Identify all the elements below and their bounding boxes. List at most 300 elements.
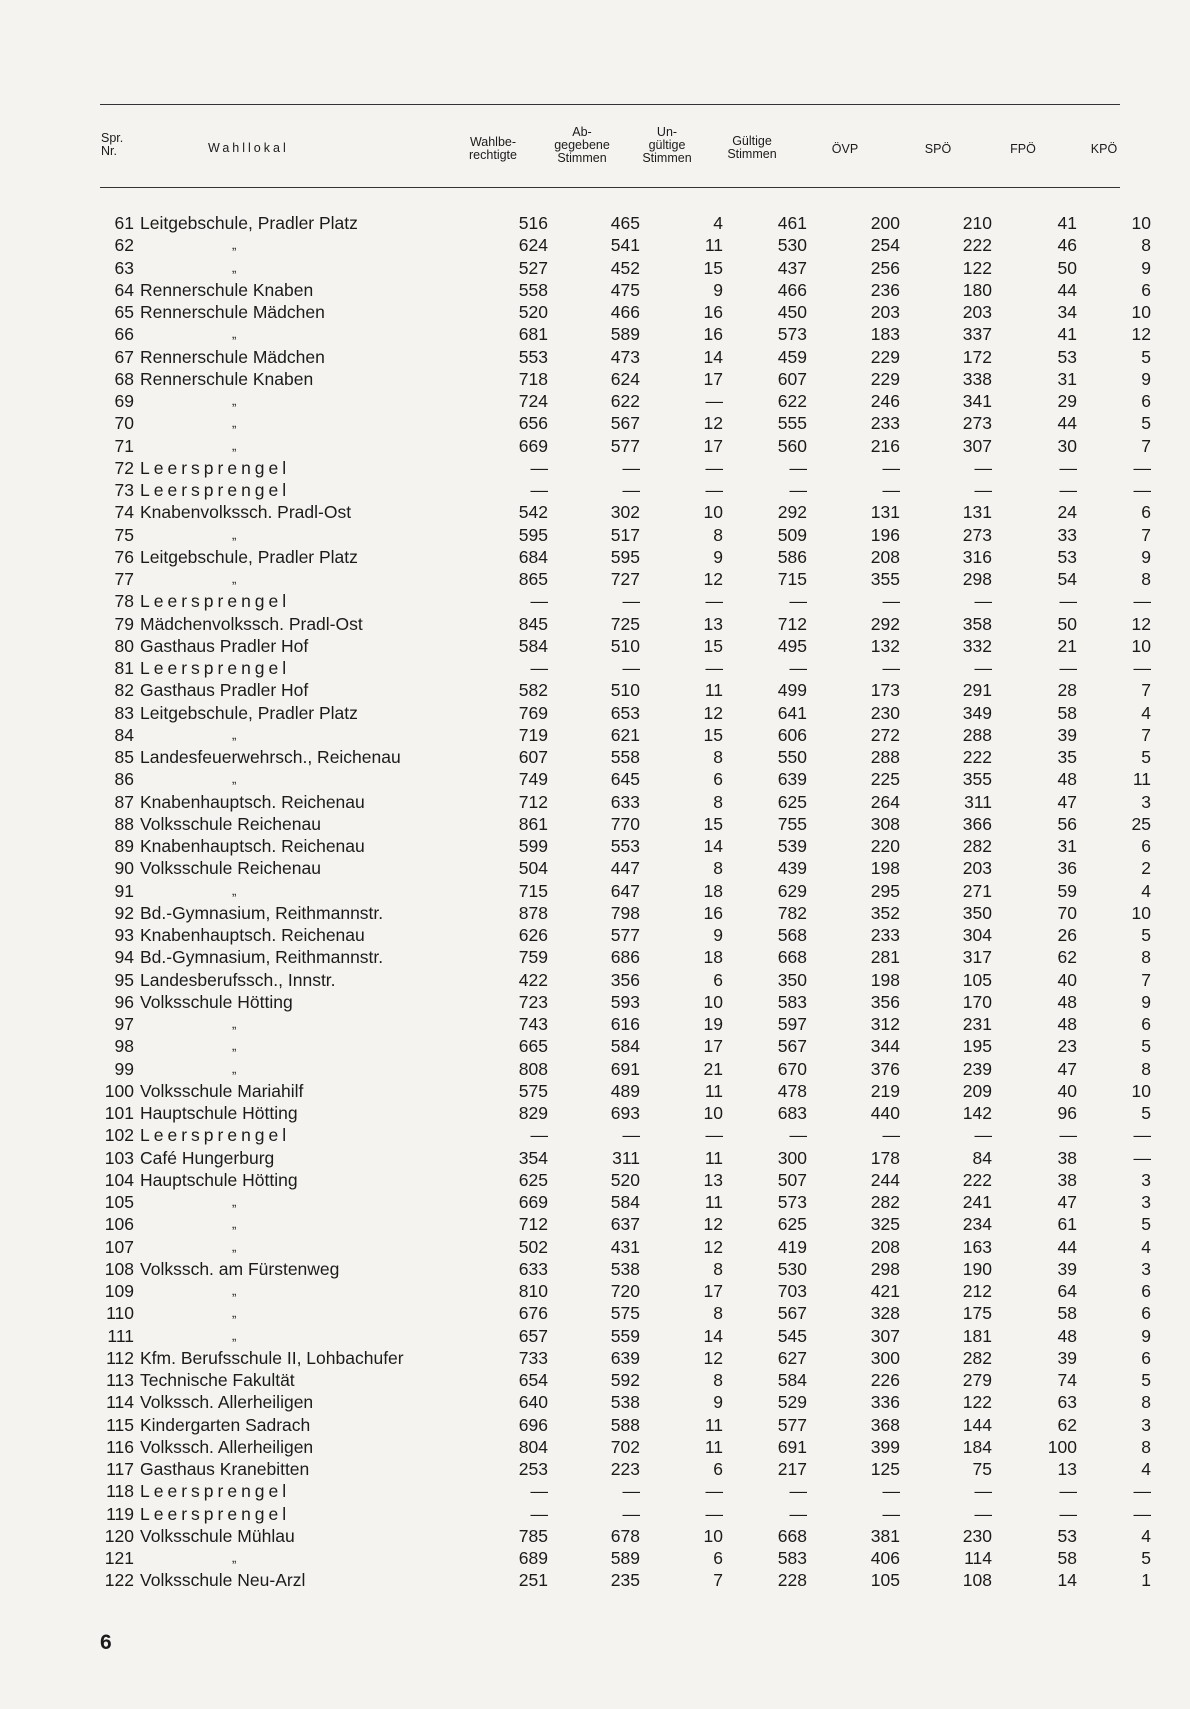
- cell-abgegebene: 645: [610, 769, 640, 790]
- cell-spoe: 142: [962, 1103, 992, 1124]
- cell-wahlberechtigte: 665: [518, 1036, 548, 1057]
- cell-fpoe: 74: [1057, 1370, 1077, 1391]
- cell-wahlberechtigte: 626: [518, 925, 548, 946]
- cell-kpoe: 5: [1141, 1370, 1151, 1391]
- table-row: [100, 1325, 1151, 1347]
- table-row: [100, 1035, 1151, 1057]
- cell-spoe: 316: [962, 546, 992, 567]
- cell-wahlberechtigte: 657: [518, 1325, 548, 1346]
- cell-oevp: 264: [870, 791, 900, 812]
- cell-gueltige: 507: [777, 1169, 807, 1190]
- cell-spoe: 366: [962, 813, 992, 834]
- cell-kpoe: 4: [1141, 880, 1151, 901]
- cell-ungueltige: 6: [713, 969, 723, 990]
- cell-wahllokal: Kfm. Berufsschule II, Lohbachufer: [140, 1347, 404, 1368]
- cell-oevp: 312: [870, 1014, 900, 1035]
- cell-spoe: 222: [962, 747, 992, 768]
- cell-ungueltige: 14: [703, 346, 723, 367]
- cell-spoe: 282: [962, 1347, 992, 1368]
- cell-abgegebene: 637: [610, 1214, 640, 1235]
- cell-gueltige: 530: [777, 1258, 807, 1279]
- cell-ungueltige: —: [705, 391, 723, 412]
- cell-wahlberechtigte: 689: [518, 1548, 548, 1569]
- table-row: [100, 880, 1151, 902]
- cell-spoe: 298: [962, 569, 992, 590]
- cell-kpoe: 10: [1131, 902, 1151, 923]
- cell-spoe: 282: [962, 836, 992, 857]
- cell-wahllokal: „: [232, 1327, 237, 1343]
- table-row: [100, 813, 1151, 835]
- table-row: [100, 1347, 1151, 1369]
- cell-wahllokal: Bd.-Gymnasium, Reithmannstr.: [140, 947, 384, 968]
- cell-oevp: 200: [870, 213, 900, 234]
- cell-ungueltige: —: [705, 457, 723, 478]
- cell-wahlberechtigte: 625: [518, 1169, 548, 1190]
- cell-abgegebene: 595: [610, 546, 640, 567]
- table-row: [100, 1280, 1151, 1302]
- cell-wahlberechtigte: 502: [518, 1236, 548, 1257]
- cell-wahllokal: Leitgebschule, Pradler Platz: [140, 546, 358, 567]
- cell-spoe: —: [974, 1125, 992, 1146]
- cell-ungueltige: 9: [713, 546, 723, 567]
- cell-abgegebene: 621: [610, 724, 640, 745]
- cell-fpoe: —: [1059, 1481, 1077, 1502]
- cell-oevp: 376: [870, 1058, 900, 1079]
- cell-oevp: 208: [870, 1236, 900, 1257]
- cell-ungueltige: 8: [713, 1258, 723, 1279]
- cell-ungueltige: 6: [713, 769, 723, 790]
- cell-nr: 110: [106, 1303, 134, 1324]
- cell-fpoe: 47: [1057, 791, 1077, 812]
- cell-oevp: 236: [870, 279, 900, 300]
- cell-abgegebene: —: [622, 1481, 640, 1502]
- cell-wahllokal: Leersprengel: [140, 591, 291, 612]
- table-row: [100, 768, 1151, 790]
- cell-nr: 100: [104, 1080, 134, 1101]
- cell-wahllokal: Leersprengel: [140, 1481, 291, 1502]
- cell-wahlberechtigte: —: [530, 457, 548, 478]
- cell-wahlberechtigte: 712: [518, 1214, 548, 1235]
- cell-gueltige: —: [789, 1125, 807, 1146]
- cell-nr: 77: [114, 569, 134, 590]
- table-row: [100, 791, 1151, 813]
- cell-oevp: 325: [870, 1214, 900, 1235]
- cell-gueltige: 495: [777, 635, 807, 656]
- cell-nr: 103: [104, 1147, 134, 1168]
- cell-nr: 68: [114, 368, 134, 389]
- cell-ungueltige: 11: [704, 1192, 723, 1213]
- cell-wahlberechtigte: 584: [518, 635, 548, 656]
- cell-nr: 111: [107, 1325, 134, 1346]
- table-row: [100, 724, 1151, 746]
- cell-kpoe: 8: [1141, 947, 1151, 968]
- table-row: [100, 212, 1151, 234]
- cell-kpoe: 1: [1141, 1570, 1151, 1591]
- cell-gueltige: 627: [777, 1347, 807, 1368]
- cell-spoe: 291: [962, 680, 992, 701]
- cell-fpoe: 36: [1057, 858, 1077, 879]
- cell-fpoe: 30: [1057, 435, 1077, 456]
- table-row: [100, 234, 1151, 256]
- cell-oevp: 381: [870, 1525, 900, 1546]
- cell-gueltige: 573: [777, 1192, 807, 1213]
- cell-wahllokal: Volkssch. Allerheiligen: [140, 1392, 314, 1413]
- cell-ungueltige: 8: [713, 1370, 723, 1391]
- cell-fpoe: 24: [1057, 502, 1077, 523]
- cell-gueltige: 499: [777, 680, 807, 701]
- cell-kpoe: 5: [1141, 413, 1151, 434]
- cell-oevp: 308: [870, 813, 900, 834]
- cell-wahlberechtigte: 724: [518, 391, 548, 412]
- cell-fpoe: 58: [1057, 1303, 1077, 1324]
- cell-kpoe: 6: [1141, 391, 1151, 412]
- cell-kpoe: 8: [1141, 1058, 1151, 1079]
- cell-kpoe: 9: [1141, 546, 1151, 567]
- table-row: [100, 1236, 1151, 1258]
- cell-gueltige: 715: [777, 569, 807, 590]
- cell-nr: 108: [104, 1258, 134, 1279]
- cell-nr: 75: [114, 524, 134, 545]
- cell-wahllokal: Knabenhauptsch. Reichenau: [140, 791, 365, 812]
- cell-oevp: 178: [870, 1147, 900, 1168]
- cell-wahlberechtigte: 516: [518, 213, 548, 234]
- cell-fpoe: 53: [1057, 546, 1077, 567]
- cell-kpoe: 8: [1141, 1436, 1151, 1457]
- cell-spoe: 212: [962, 1281, 992, 1302]
- cell-nr: 73: [114, 480, 134, 501]
- cell-fpoe: 13: [1057, 1459, 1077, 1480]
- cell-fpoe: 23: [1057, 1036, 1077, 1057]
- cell-wahllokal: Knabenhauptsch. Reichenau: [140, 925, 365, 946]
- cell-fpoe: 58: [1057, 702, 1077, 723]
- cell-kpoe: 5: [1141, 925, 1151, 946]
- cell-ungueltige: 11: [704, 680, 723, 701]
- cell-ungueltige: 13: [703, 613, 723, 634]
- cell-nr: 85: [114, 747, 134, 768]
- cell-abgegebene: 589: [610, 324, 640, 345]
- cell-gueltige: 555: [777, 413, 807, 434]
- cell-abgegebene: 517: [610, 524, 640, 545]
- cell-abgegebene: 592: [610, 1370, 640, 1391]
- cell-ungueltige: 8: [713, 1303, 723, 1324]
- cell-fpoe: 38: [1057, 1169, 1077, 1190]
- cell-gueltige: 668: [777, 1525, 807, 1546]
- cell-fpoe: 41: [1057, 324, 1077, 345]
- cell-kpoe: 5: [1141, 1214, 1151, 1235]
- cell-fpoe: 28: [1057, 680, 1077, 701]
- cell-kpoe: 10: [1131, 302, 1151, 323]
- cell-abgegebene: 575: [610, 1303, 640, 1324]
- cell-spoe: 288: [962, 724, 992, 745]
- cell-fpoe: 40: [1057, 969, 1077, 990]
- cell-ungueltige: 10: [703, 502, 723, 523]
- cell-gueltige: 668: [777, 947, 807, 968]
- header-top-rule: [100, 104, 1120, 105]
- cell-wahllokal: Gasthaus Pradler Hof: [140, 680, 309, 701]
- cell-wahlberechtigte: 253: [518, 1459, 548, 1480]
- cell-abgegebene: —: [622, 480, 640, 501]
- cell-oevp: 281: [870, 947, 900, 968]
- cell-ungueltige: —: [705, 591, 723, 612]
- cell-wahllokal: Volksschule Neu-Arzl: [140, 1570, 306, 1591]
- cell-abgegebene: 431: [610, 1236, 640, 1257]
- cell-fpoe: 39: [1057, 1347, 1077, 1368]
- cell-kpoe: —: [1133, 1503, 1151, 1524]
- cell-oevp: 254: [870, 235, 900, 256]
- cell-nr: 80: [114, 635, 134, 656]
- table-row: [100, 1102, 1151, 1124]
- cell-abgegebene: 577: [610, 435, 640, 456]
- header-oevp: ÖVP: [831, 142, 859, 156]
- cell-kpoe: 3: [1141, 1258, 1151, 1279]
- cell-abgegebene: 567: [610, 413, 640, 434]
- table-row: [100, 1369, 1151, 1391]
- table-row: [100, 1391, 1151, 1413]
- cell-wahllokal: Gasthaus Kranebitten: [140, 1459, 310, 1480]
- cell-wahlberechtigte: 681: [518, 324, 548, 345]
- cell-wahlberechtigte: 743: [518, 1014, 548, 1035]
- cell-abgegebene: 473: [610, 346, 640, 367]
- cell-wahllokal: Kindergarten Sadrach: [140, 1414, 311, 1435]
- cell-gueltige: 300: [777, 1147, 807, 1168]
- cell-ungueltige: 18: [703, 880, 723, 901]
- cell-ungueltige: 15: [703, 724, 723, 745]
- table-header: [0, 116, 1190, 180]
- page-number: 6: [100, 1631, 112, 1654]
- cell-kpoe: 9: [1141, 257, 1151, 278]
- cell-gueltige: 622: [777, 391, 807, 412]
- cell-wahllokal: Café Hungerburg: [140, 1147, 275, 1168]
- cell-kpoe: —: [1133, 1147, 1151, 1168]
- cell-abgegebene: 691: [610, 1058, 640, 1079]
- cell-nr: 119: [106, 1503, 134, 1524]
- cell-gueltige: 691: [777, 1436, 807, 1457]
- cell-oevp: 399: [870, 1436, 900, 1457]
- cell-ungueltige: —: [705, 1481, 723, 1502]
- cell-fpoe: 34: [1057, 302, 1077, 323]
- cell-spoe: 105: [962, 969, 992, 990]
- table-row: [100, 969, 1151, 991]
- cell-gueltige: 782: [777, 902, 807, 923]
- cell-nr: 82: [114, 680, 134, 701]
- cell-gueltige: 629: [777, 880, 807, 901]
- cell-oevp: 256: [870, 257, 900, 278]
- header-gueltige: Gültige Stimmen: [727, 134, 777, 161]
- cell-fpoe: 47: [1057, 1058, 1077, 1079]
- table-row: [100, 657, 1151, 679]
- cell-wahllokal: Rennerschule Knaben: [140, 279, 314, 300]
- cell-abgegebene: 538: [610, 1392, 640, 1413]
- cell-oevp: —: [882, 480, 900, 501]
- cell-spoe: 222: [962, 235, 992, 256]
- cell-abgegebene: —: [622, 1125, 640, 1146]
- table-row: [100, 702, 1151, 724]
- cell-fpoe: 14: [1057, 1570, 1077, 1591]
- cell-gueltige: 217: [777, 1459, 807, 1480]
- cell-kpoe: —: [1133, 457, 1151, 478]
- cell-fpoe: 96: [1057, 1103, 1077, 1124]
- cell-gueltige: 545: [777, 1325, 807, 1346]
- cell-wahlberechtigte: 669: [518, 435, 548, 456]
- header-fpoe: FPÖ: [1010, 142, 1036, 156]
- cell-abgegebene: 553: [610, 836, 640, 857]
- cell-nr: 63: [114, 257, 134, 278]
- table-row: [100, 412, 1151, 434]
- cell-fpoe: 40: [1057, 1080, 1077, 1101]
- table-row: [100, 635, 1151, 657]
- cell-fpoe: 62: [1057, 1414, 1077, 1435]
- cell-abgegebene: 686: [610, 947, 640, 968]
- results-table: [100, 212, 1151, 1592]
- cell-wahllokal: Volksschule Mühlau: [140, 1525, 295, 1546]
- cell-ungueltige: 11: [704, 1414, 723, 1435]
- cell-wahlberechtigte: 749: [518, 769, 548, 790]
- cell-abgegebene: 702: [610, 1436, 640, 1457]
- cell-ungueltige: 12: [703, 1236, 723, 1257]
- cell-abgegebene: 798: [610, 902, 640, 923]
- cell-wahlberechtigte: 759: [518, 947, 548, 968]
- cell-nr: 86: [114, 769, 134, 790]
- cell-fpoe: 53: [1057, 1525, 1077, 1546]
- cell-kpoe: 3: [1141, 1192, 1151, 1213]
- cell-wahllokal: „: [232, 771, 237, 787]
- cell-spoe: 338: [962, 368, 992, 389]
- cell-fpoe: 61: [1057, 1214, 1077, 1235]
- table-row: [100, 1302, 1151, 1324]
- cell-gueltige: —: [789, 1503, 807, 1524]
- cell-oevp: 307: [870, 1325, 900, 1346]
- cell-wahllokal: Landesberufssch., Innstr.: [140, 969, 336, 990]
- table-row: [100, 546, 1151, 568]
- cell-wahllokal: „: [232, 1305, 237, 1321]
- cell-wahlberechtigte: 575: [518, 1080, 548, 1101]
- cell-gueltige: 583: [777, 991, 807, 1012]
- header-wahllokal: Wahllokal: [208, 141, 289, 155]
- cell-abgegebene: 584: [610, 1036, 640, 1057]
- cell-gueltige: 530: [777, 235, 807, 256]
- cell-abgegebene: —: [622, 591, 640, 612]
- cell-kpoe: 3: [1141, 1169, 1151, 1190]
- cell-wahllokal: Volksschule Hötting: [140, 991, 293, 1012]
- cell-ungueltige: 15: [703, 813, 723, 834]
- cell-nr: 69: [114, 391, 134, 412]
- cell-oevp: 233: [870, 925, 900, 946]
- cell-spoe: 230: [962, 1525, 992, 1546]
- cell-ungueltige: 11: [704, 235, 723, 256]
- cell-wahlberechtigte: 558: [518, 279, 548, 300]
- cell-nr: 61: [114, 213, 134, 234]
- cell-kpoe: 7: [1141, 680, 1151, 701]
- cell-abgegebene: 589: [610, 1548, 640, 1569]
- cell-wahlberechtigte: 810: [518, 1281, 548, 1302]
- table-row: [100, 1080, 1151, 1102]
- cell-abgegebene: 489: [610, 1080, 640, 1101]
- cell-gueltige: 550: [777, 747, 807, 768]
- cell-fpoe: 29: [1057, 391, 1077, 412]
- cell-wahlberechtigte: 251: [518, 1570, 548, 1591]
- cell-oevp: —: [882, 1481, 900, 1502]
- header-abgegebene: Ab- gegebene Stimmen: [554, 125, 610, 165]
- cell-oevp: 198: [870, 858, 900, 879]
- cell-spoe: —: [974, 658, 992, 679]
- cell-ungueltige: 12: [703, 1347, 723, 1368]
- cell-ungueltige: 15: [703, 635, 723, 656]
- cell-ungueltige: 16: [703, 302, 723, 323]
- cell-kpoe: 10: [1131, 635, 1151, 656]
- table-row: [100, 346, 1151, 368]
- cell-spoe: 304: [962, 925, 992, 946]
- table-row: [100, 1147, 1151, 1169]
- table-row: [100, 524, 1151, 546]
- cell-kpoe: 4: [1141, 1236, 1151, 1257]
- cell-fpoe: 59: [1057, 880, 1077, 901]
- cell-oevp: 292: [870, 613, 900, 634]
- cell-spoe: 239: [962, 1058, 992, 1079]
- cell-gueltige: 670: [777, 1058, 807, 1079]
- cell-oevp: 298: [870, 1258, 900, 1279]
- cell-spoe: 307: [962, 435, 992, 456]
- cell-wahllokal: Leitgebschule, Pradler Platz: [140, 702, 358, 723]
- table-row: [100, 1547, 1151, 1569]
- table-row: [100, 835, 1151, 857]
- cell-nr: 115: [106, 1414, 134, 1435]
- table-row: [100, 1258, 1151, 1280]
- cell-ungueltige: 14: [703, 1325, 723, 1346]
- cell-oevp: 173: [870, 680, 900, 701]
- cell-fpoe: —: [1059, 1125, 1077, 1146]
- table-row: [100, 1414, 1151, 1436]
- cell-kpoe: 9: [1141, 991, 1151, 1012]
- cell-spoe: 203: [962, 858, 992, 879]
- cell-abgegebene: 639: [610, 1347, 640, 1368]
- cell-wahlberechtigte: 582: [518, 680, 548, 701]
- cell-wahlberechtigte: 865: [518, 569, 548, 590]
- cell-oevp: —: [882, 457, 900, 478]
- cell-nr: 116: [106, 1436, 134, 1457]
- cell-oevp: 225: [870, 769, 900, 790]
- table-row: [100, 457, 1151, 479]
- cell-fpoe: 48: [1057, 991, 1077, 1012]
- cell-kpoe: —: [1133, 1481, 1151, 1502]
- cell-oevp: 246: [870, 391, 900, 412]
- cell-gueltige: 584: [777, 1370, 807, 1391]
- cell-wahllokal: Knabenhauptsch. Reichenau: [140, 836, 365, 857]
- cell-ungueltige: 10: [703, 1525, 723, 1546]
- cell-ungueltige: 17: [703, 368, 723, 389]
- cell-wahllokal: „: [232, 1060, 237, 1076]
- cell-wahlberechtigte: 640: [518, 1392, 548, 1413]
- cell-wahlberechtigte: 654: [518, 1370, 548, 1391]
- cell-oevp: 230: [870, 702, 900, 723]
- cell-fpoe: 41: [1057, 213, 1077, 234]
- cell-kpoe: 6: [1141, 1347, 1151, 1368]
- table-row: [100, 435, 1151, 457]
- cell-nr: 120: [104, 1525, 134, 1546]
- cell-wahlberechtigte: 712: [518, 791, 548, 812]
- cell-nr: 66: [114, 324, 134, 345]
- cell-fpoe: 50: [1057, 613, 1077, 634]
- cell-gueltige: 478: [777, 1080, 807, 1101]
- cell-gueltige: 228: [777, 1570, 807, 1591]
- cell-ungueltige: 12: [703, 569, 723, 590]
- cell-wahllokal: Landesfeuerwehrsch., Reichenau: [140, 747, 401, 768]
- cell-gueltige: —: [789, 591, 807, 612]
- cell-wahllokal: Leersprengel: [140, 457, 291, 478]
- cell-kpoe: 12: [1131, 324, 1151, 345]
- table-row: [100, 1213, 1151, 1235]
- cell-kpoe: 8: [1141, 569, 1151, 590]
- cell-gueltige: 560: [777, 435, 807, 456]
